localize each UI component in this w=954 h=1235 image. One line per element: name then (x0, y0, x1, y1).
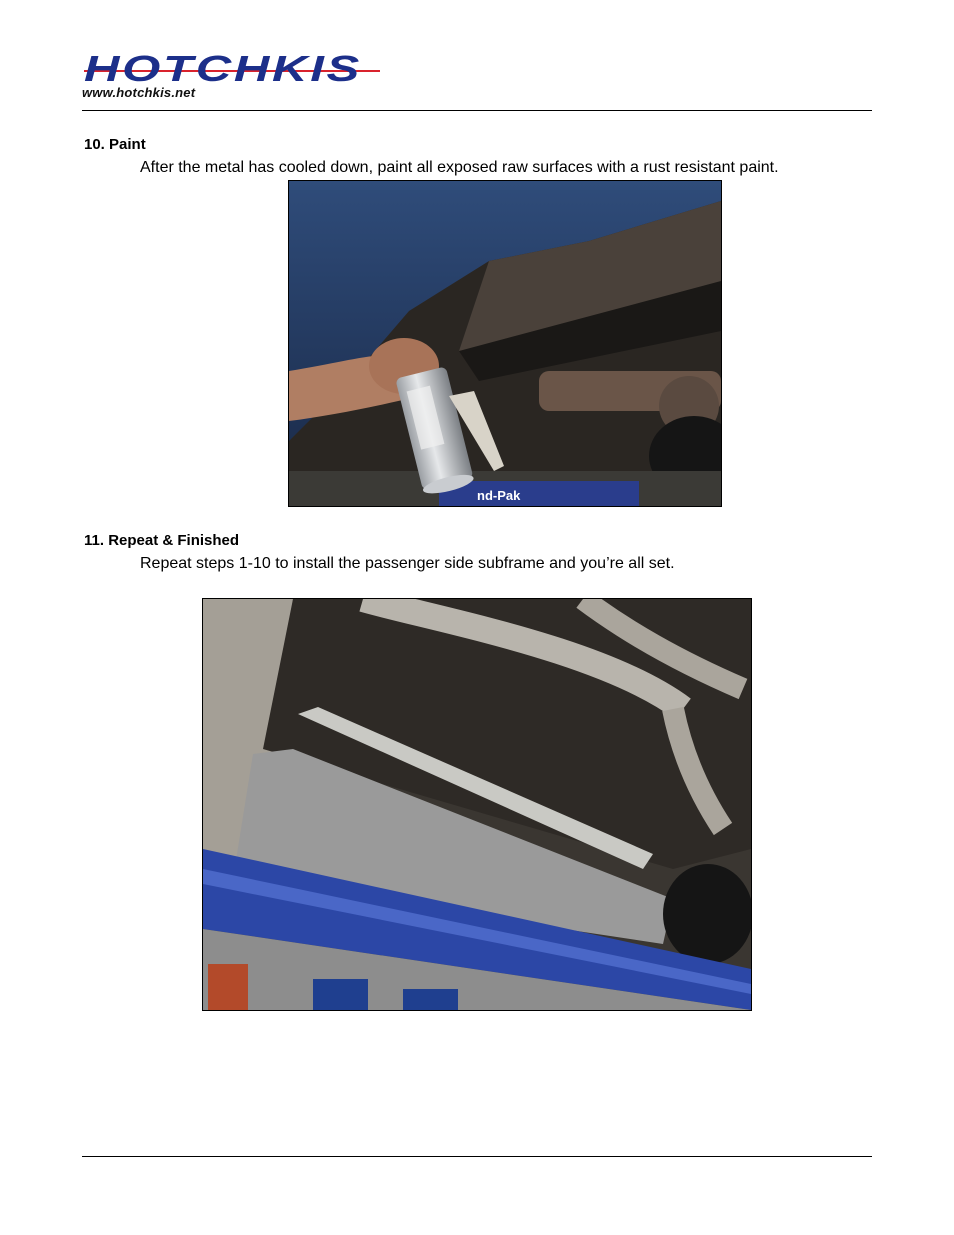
header-divider (82, 110, 872, 111)
subframe-installed-photo (202, 598, 752, 1011)
step-10-text: After the metal has cooled down, paint all exposed raw surfaces with a rust resistant paint. (140, 159, 779, 176)
step-11-text: Repeat steps 1-10 to install the passenger side subframe and you’re all set. (140, 555, 675, 572)
paint-photo (288, 180, 722, 507)
logo-wordmark: HOTCHKIS (84, 50, 362, 86)
step-11-heading: 11. Repeat & Finished (84, 532, 240, 549)
hotchkis-logo (82, 50, 382, 102)
step-10-heading: 10. Paint (84, 136, 146, 153)
website-url: www.hotchkis.net (82, 85, 196, 100)
lift-sign-text: nd-Pak (477, 488, 521, 503)
footer-divider (82, 1156, 872, 1157)
